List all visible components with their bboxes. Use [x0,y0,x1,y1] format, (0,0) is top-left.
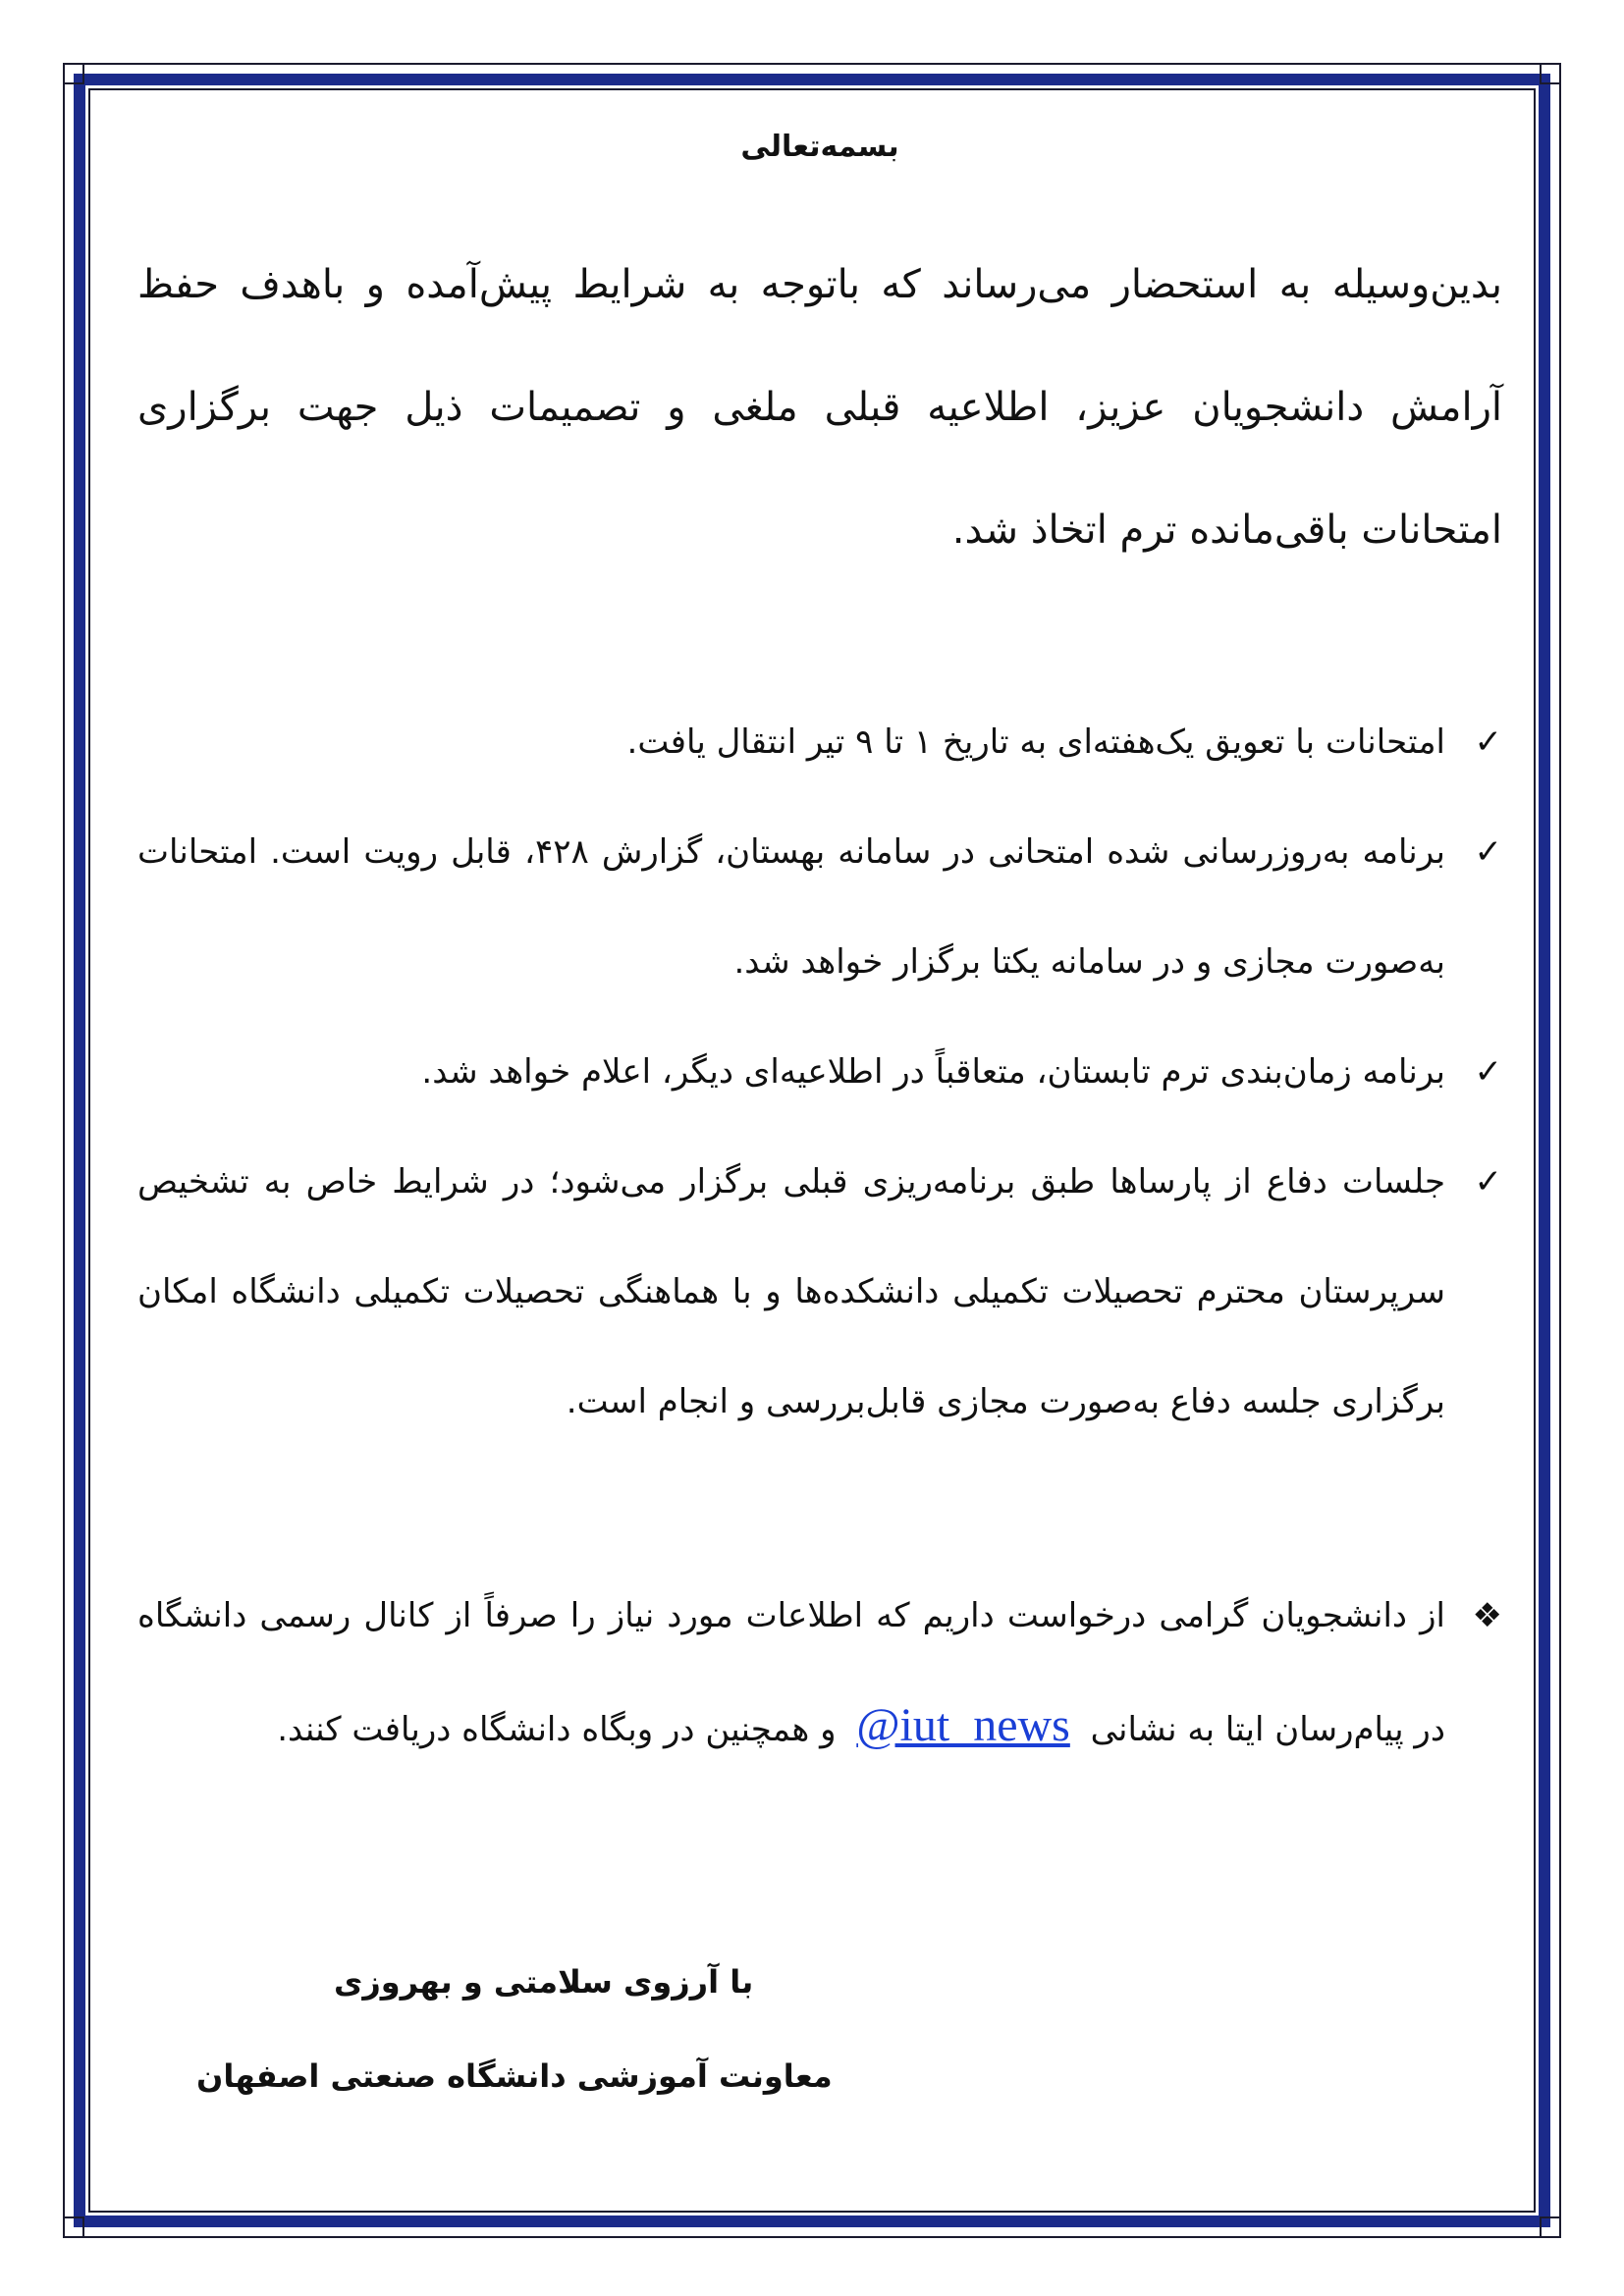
checkmark-icon: ✓ [1474,722,1502,762]
intro-paragraph: بدین‌وسیله به استحضار می‌رساند که باتوجه به شرایط پیش‌آمده و باهدف حفظ آرامش دانشجویان عزیز، اطلاعیه قبلی ملغی و تصمیمات ذیل جهت برگزاری امتحانات باقی‌مانده ترم اتخاذ شد. [137,262,1502,553]
announcement-body [137,118,1502,2140]
eitaa-channel-link[interactable]: @iut_news [856,1699,1070,1751]
checkmark-icon: ✓ [1474,1052,1502,1092]
list-item: ✓ برنامه به‌روزرسانی شده امتحانی در سامانه بهستان، گزارش ۴۲۸، قابل رویت است. امتحانات به‌صورت مجازی و در سامانه یکتا برگزار خواهد شد. [137,797,1502,1017]
border-corner-ornament [63,2216,84,2238]
heading: بسمه‌تعالی [740,130,899,164]
list-item: ✓ جلسات دفاع از پارساها طبق برنامه‌ریزی قبلی برگزار می‌شود؛ در شرایط خاص به تشخیص سرپرستان محترم تحصیلات تکمیلی دانشکده‌ها و با هماهنگی تحصیلات تکمیلی دانشگاه امکان برگزاری جلسه دفاع به‌صورت مجازی قابل‌بررسی و انجام است. [137,1127,1502,1457]
list-item: ✓ برنامه زمان‌بندی ترم تابستان، متعاقباً در اطلاعیه‌ای دیگر، اعلام خواهد شد. [137,1017,1502,1127]
signature-greeting: با آرزوی سلامتی و بهروزی [334,1963,754,2001]
checkmark-icon: ✓ [1474,832,1502,872]
checkmark-icon: ✓ [1474,1162,1502,1201]
diamond-bullet-icon: ❖ [1472,1596,1502,1635]
signature-office: معاونت آموزشی دانشگاه صنعتی اصفهان [196,2057,833,2095]
border-corner-ornament [1540,2216,1561,2238]
decision-list [137,687,1502,1457]
list-item: ✓ امتحانات با تعویق یک‌هفته‌ای به تاریخ ۱ تا ۹ تیر انتقال یافت. [137,687,1502,797]
channel-request: ❖ از دانشجویان گرامی درخواست داریم که اطلاعات مورد نیاز را صرفاً از کانال رسمی دانشگاه در پیام‌رسان ایتا به نشانی @iut_news و همچنین در وبگاه دانشگاه دریافت کنند. [137,1561,1502,1785]
border-corner-ornament [1540,63,1561,84]
border-corner-ornament [63,63,84,84]
